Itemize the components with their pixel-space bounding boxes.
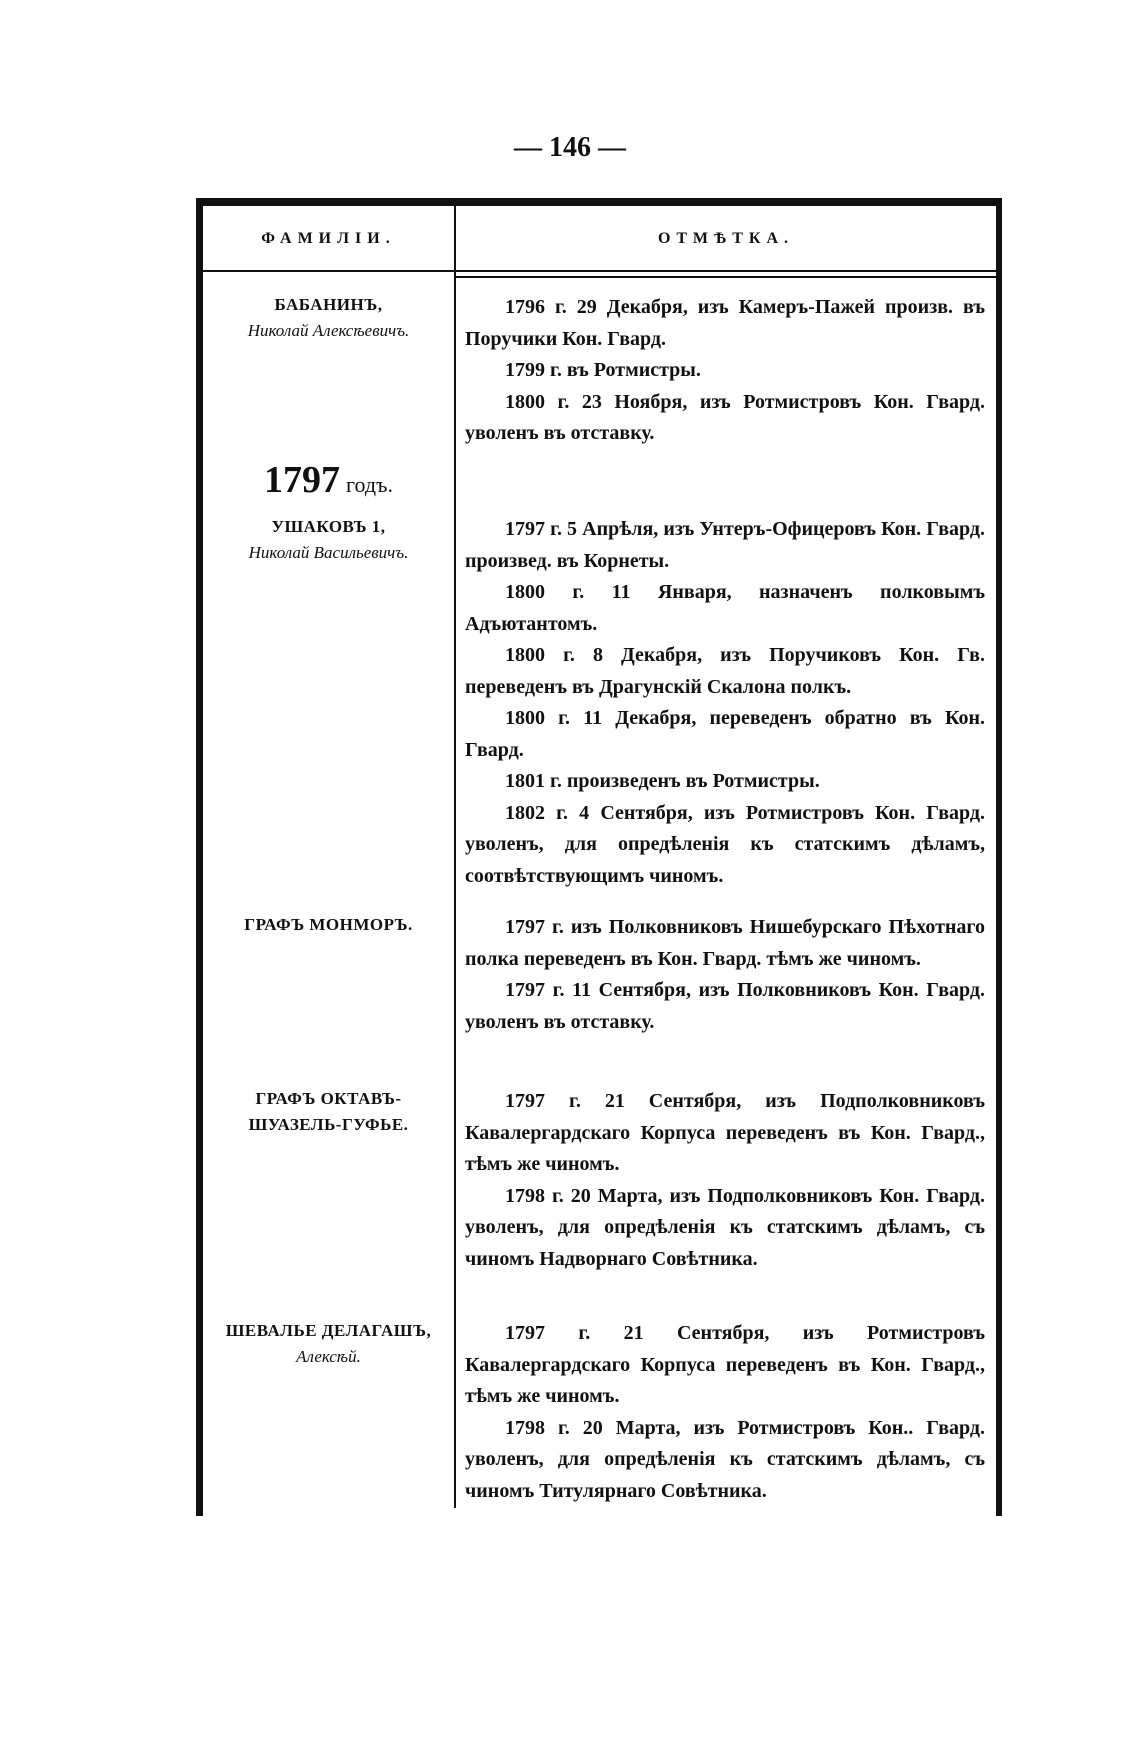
- note-paragraph: 1798 г. 20 Марта, изъ Ротмистровъ Кон.. Гвард. уволенъ, для опредѣленія къ статскимъ дѣламъ, съ чиномъ Титулярнаго Совѣтника.: [465, 1416, 985, 1502]
- note-paragraph: 1800 г. 11 Декабря, переведенъ обратно въ Кон. Гвард.: [465, 707, 985, 761]
- note-paragraph: 1799 г. въ Ротмистры.: [505, 359, 701, 381]
- note-paragraph: 1801 г. произведенъ въ Ротмистры.: [505, 770, 820, 792]
- name-cell: [203, 1318, 454, 1370]
- note-cell: [465, 514, 985, 892]
- year-label: годъ.: [346, 472, 393, 497]
- surname: ГРАФЪ ОКТАВЪ-ШУАЗЕЛЬ-ГУФЬЕ.: [248, 1089, 409, 1134]
- name-cell: [203, 912, 454, 938]
- given-name: Николай Алексѣевичъ.: [247, 321, 410, 340]
- note-cell: [465, 1318, 985, 1507]
- page-number: — 146 —: [514, 132, 626, 163]
- note-paragraph: 1797 г. изъ Полковниковъ Нишебурскаго Пѣхотнаго полка переведенъ въ Кон. Гвард. тѣмъ же чиномъ.: [465, 916, 985, 970]
- table-top-rule: [196, 198, 1002, 206]
- surname: УШАКОВЪ 1,: [271, 517, 386, 536]
- name-cell: [203, 292, 454, 344]
- year-marker: [203, 458, 454, 502]
- given-name: Николай Васильевичъ.: [248, 543, 409, 562]
- column-header-notes: ОТМѢТКА.: [657, 230, 795, 247]
- column-header-names: ФАМИЛІИ.: [261, 230, 396, 247]
- note-cell: [465, 292, 985, 450]
- note-cell: [465, 1086, 985, 1275]
- surname: ГРАФЪ МОНМОРЪ.: [244, 915, 413, 934]
- note-paragraph: 1797 г. 21 Сентября, изъ Подполковниковъ Кавалергардскаго Корпуса переведенъ въ Кон. Гвард., тѣмъ же чиномъ.: [465, 1090, 985, 1175]
- year-number: 1797: [264, 459, 341, 501]
- given-name: Алексѣй.: [296, 1347, 361, 1366]
- name-cell: [203, 1086, 454, 1138]
- header-rule: [203, 270, 996, 272]
- column-divider: [454, 206, 456, 1508]
- surname: ШЕВАЛЬЕ ДЕЛАГАШЪ,: [225, 1321, 432, 1340]
- note-paragraph: 1800 г. 23 Ноября, изъ Ротмистровъ Кон. Гвард. уволенъ въ отставку.: [465, 390, 985, 444]
- name-cell: [203, 514, 454, 566]
- note-paragraph: 1800 г. 11 Января, назначенъ полковымъ Адъютантомъ.: [465, 581, 985, 635]
- note-cell: [465, 912, 985, 1038]
- note-paragraph: 1797 г. 5 Апрѣля, изъ Унтеръ-Офицеровъ Кон. Гвард. произвед. въ Корнеты.: [465, 518, 985, 572]
- note-paragraph: 1796 г. 29 Декабря, изъ Камеръ-Пажей произв. въ Поручики Кон. Гвард.: [465, 296, 985, 350]
- surname: БАБАНИНЪ,: [274, 295, 383, 314]
- note-paragraph: 1798 г. 20 Марта, изъ Подполковниковъ Кон. Гвард. уволенъ, для опредѣленія къ статскимъ дѣламъ, съ чиномъ Надворнаго Совѣтника.: [465, 1184, 985, 1270]
- note-paragraph: 1797 г. 11 Сентября, изъ Полковниковъ Кон. Гвард. уволенъ въ отставку.: [465, 979, 985, 1033]
- table-left-rule: [196, 198, 203, 1516]
- header-rule-secondary: [456, 276, 996, 278]
- note-paragraph: 1800 г. 8 Декабря, изъ Поручиковъ Кон. Гв. переведенъ въ Драгунскій Скалона полкъ.: [465, 644, 985, 698]
- table-right-rule: [996, 198, 1002, 1516]
- note-paragraph: 1802 г. 4 Сентября, изъ Ротмистровъ Кон. Гвард. уволенъ, для опредѣленія къ статскимъ дѣламъ, соотвѣтствующимъ чиномъ.: [465, 801, 985, 887]
- note-paragraph: 1797 г. 21 Сентября, изъ Ротмистровъ Кавалергардскаго Корпуса переведенъ въ Кон. Гвард., тѣмъ же чиномъ.: [465, 1322, 985, 1407]
